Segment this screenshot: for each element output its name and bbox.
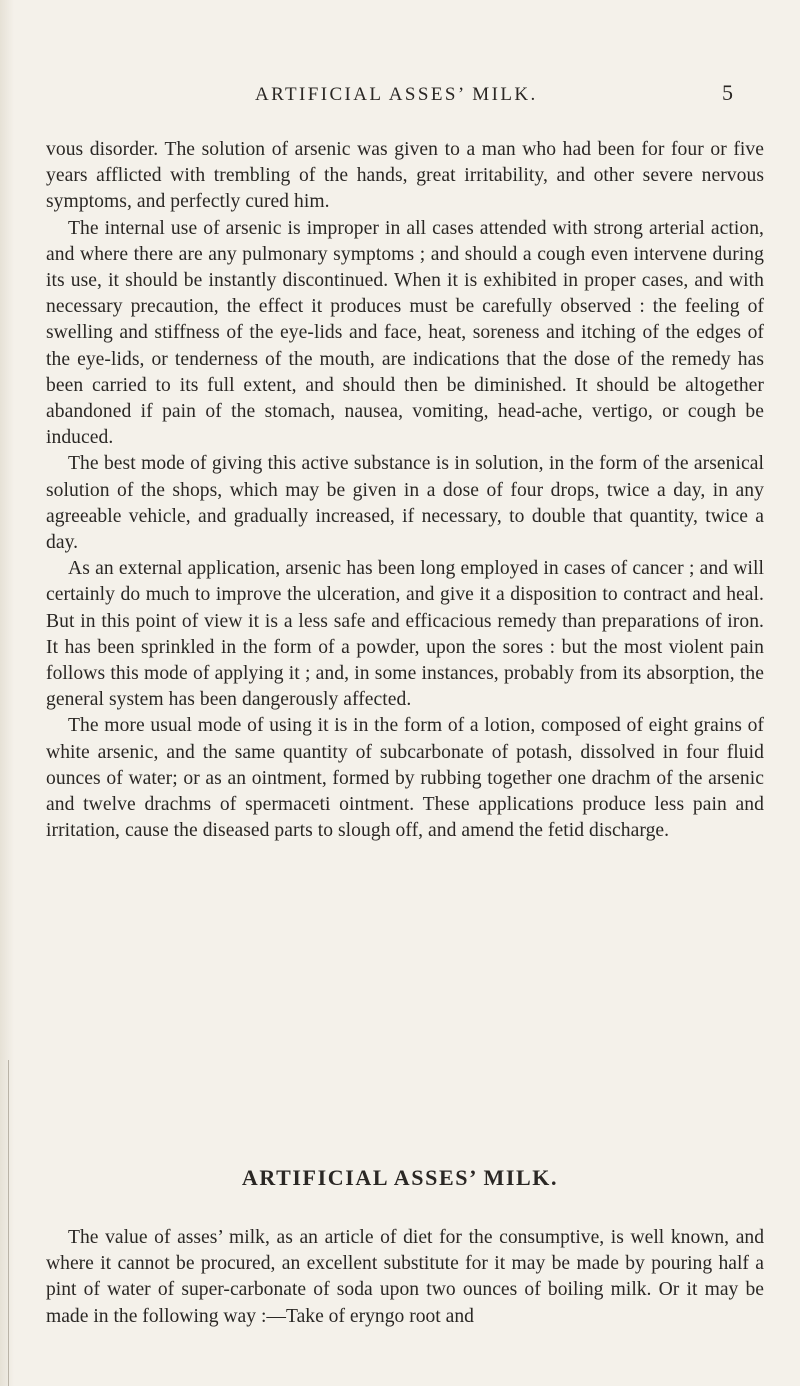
section-heading: ARTIFICIAL ASSES’ MILK. (241, 1165, 559, 1190)
paragraph-asses-milk: The value of asses’ milk, as an article of diet for the consumptive, is well known, and where it cannot be procured, an excellent substitute for it may be made by pouring half a pint of water of super-carbonate of soda upon two ounces of boiling milk. Or it may be made in the following way :—Take of eryngo root and (46, 1227, 764, 1327)
body-text (46, 137, 764, 844)
paragraph-best-mode: The best mode of giving this active substance is in solution, in the form of the arsenical solution of the shops, which may be given in a dose of four drops, twice a day, in any agreeable vehicle, and gradually increased, if necessary, to double that quantity, twice a day. (46, 453, 764, 554)
paragraph-external-application: As an external application, arsenic has been long employed in cases of cancer ; and will certainly do much to improve the ulceration, and give it a disposition to contract and heal. But in this point of view it is a less safe and efficacious remedy than preparations of iron. It has been sprinkled in the form of a powder, upon the sores : but the most violent pain follows this mode of applying it ; and, in some instances, probably from its absorption, the general system has been dangerously affected. (46, 558, 764, 711)
section-body-text (46, 1225, 764, 1330)
paragraph-nervous-disorder: vous disorder. The solution of arsenic was given to a man who had been for four or five years afflicted with trembling of the hands, great irritability, and other severe nervous symptoms, and perfectly cured him. (46, 139, 764, 213)
page-edge-line (8, 1060, 9, 1386)
running-title: ARTIFICIAL ASSES’ MILK. (255, 84, 538, 105)
paragraph-lotion: The more usual mode of using it is in the form of a lotion, composed of eight grains of white arsenic, and the same quantity of subcarbonate of potash, dissolved in four fluid ounces of water; or as an ointment, formed by rubbing together one drachm of the arsenic and twelve drachms of spermaceti ointment. These applications produce less pain and irritation, cause the diseased parts to slough off, and amend the fetid discharge. (46, 715, 764, 842)
page-number: 5 (722, 80, 733, 105)
paragraph-internal-use: The internal use of arsenic is improper in all cases attended with strong arterial action, and where there are any pulmonary symptoms ; and should a cough even intervene during its use, it should be instantly discontinued. When it is exhibited in proper cases, and with necessary precaution, the effect it produces must be carefully observed : the feeling of swelling and stiffness of the eye-lids and face, heat, soreness and itching of the edges of the eye-lids, or tenderness of the mouth, are indications that the dose of the remedy has been carried to its full extent, and should then be diminished. It should be altogether abandoned if pain of the stomach, nausea, vomiting, head-ache, vertigo, or cough be induced. (46, 217, 764, 449)
